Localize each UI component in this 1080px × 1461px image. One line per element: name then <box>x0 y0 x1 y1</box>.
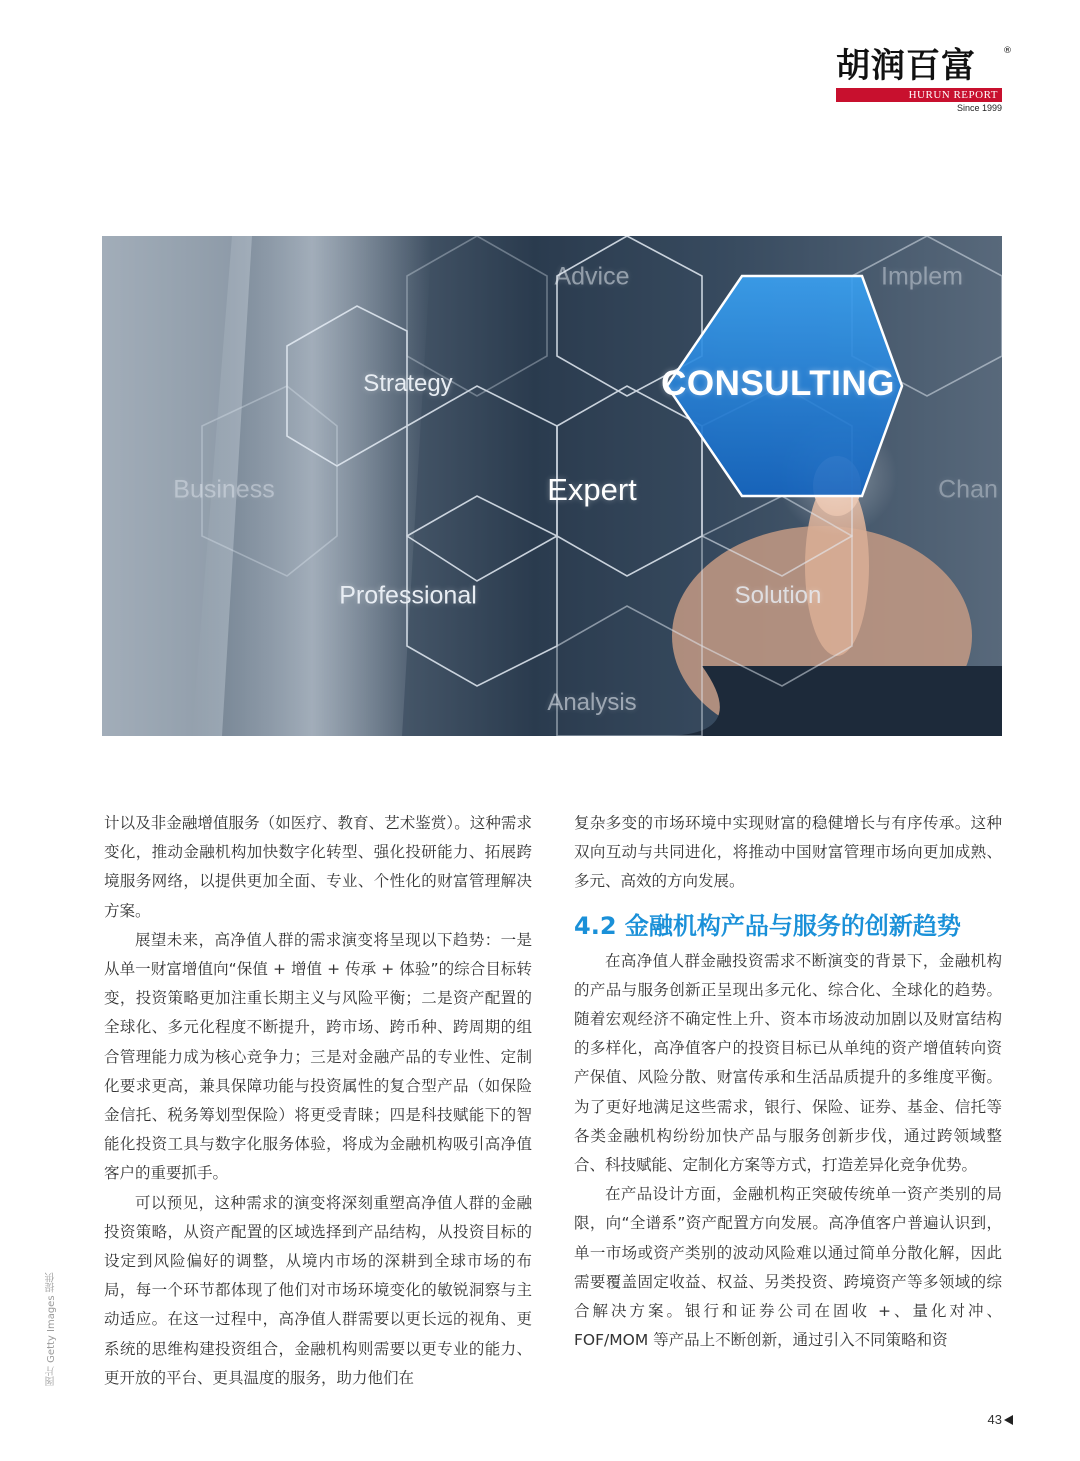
section-heading: 4.2 金融机构产品与服务的创新趋势 <box>574 911 961 940</box>
label-strategy: Strategy <box>363 370 453 397</box>
hero-consulting-image <box>102 236 1002 736</box>
label-change: Chan <box>938 475 998 504</box>
left-paragraph-1: 计以及非金融增值服务（如医疗、教育、艺术鉴赏）。这种需求变化，推动金融机构加快数字化转型、强化投研能力、拓展跨境服务网络，以提供更加全面、专业、个性化的财富管理解决方案。 <box>104 814 532 920</box>
hurun-logo <box>836 46 1012 118</box>
page-arrow-icon <box>1004 1415 1013 1425</box>
logo-chinese-text: 胡润百富 <box>836 46 976 86</box>
label-implementation: Implem <box>881 262 963 291</box>
label-solution: Solution <box>734 582 822 609</box>
label-analysis: Analysis <box>547 689 637 716</box>
label-consulting: CONSULTING <box>661 364 895 403</box>
left-paragraph-2: 展望未来，高净值人群的需求演变将呈现以下趋势：一是从单一财富增值向“保值 + 增值 + 传承 + 体验”的综合目标转变，投资策略更加注重长期主义与风险平衡；二是资产配置的全球化、多元化程度不断提升，跨市场、跨币种、跨周期的组合管理能力成为核心竞争力；三是对金融产品的专业性、定制化要求更高，兼具保障功能与投资属性的复合型产品（如保险金信托、税务筹划型保险）将更受青睐；四是科技赋能下的智能化投资工具与数字化服务体验，将成为金融机构吸引高净值客户的重要抓手。 <box>104 930 532 1183</box>
left-text-column <box>104 809 532 1393</box>
right-paragraph-3: 在产品设计方面，金融机构正突破传统单一资产类别的局限，向“全谱系”资产配置方向发展。高净值客户普遍认识到，单一市场或资产类别的波动风险难以通过简单分散化解，因此需要覆盖固定收益、权益、另类投资、跨境资产等多领域的综合解决方案。银行和证券公司在固收 +、量化对冲、FOF/MOM 等产品上不断创新，通过引入不同策略和资 <box>574 1185 1002 1350</box>
label-expert: Expert <box>547 472 637 507</box>
photo-credit: 图片 Getty Images 提供 <box>46 1272 57 1386</box>
logo-english-bar: HURUN REPORT <box>836 88 1002 102</box>
right-paragraph-1: 复杂多变的市场环境中实现财富的稳健增长与有序传承。这种双向互动与共同进化，将推动中国财富管理市场向更加成熟、多元、高效的方向发展。 <box>574 814 1002 891</box>
label-professional: Professional <box>339 581 477 610</box>
left-paragraph-3: 可以预见，这种需求的演变将深刻重塑高净值人群的金融投资策略，从资产配置的区域选择到产品结构，从投资目标的设定到风险偏好的调整，从境内市场的深耕到全球市场的布局，每一个环节都体现了他们对市场环境变化的敏锐洞察与主动适应。在这一过程中，高净值人群需要以更长远的视角、更系统的思维构建投资组合，金融机构则需要以更专业的能力、更开放的平台、更具温度的服务，助力他们在 <box>104 1193 532 1387</box>
logo-since-text: Since 1999 <box>956 103 1002 113</box>
page-number: 43 <box>987 1412 1002 1427</box>
registered-mark: ® <box>1003 46 1012 56</box>
right-text-column <box>574 809 1002 1355</box>
right-paragraph-2: 在高净值人群金融投资需求不断演变的背景下，金融机构的产品与服务创新正呈现出多元化、综合化、全球化的趋势。随着宏观经济不确定性上升、资本市场波动加剧以及财富结构的多样化，高净值客户的投资目标已从单纯的资产增值转向资产保值、风险分散、财富传承和生活品质提升的多维度平衡。为了更好地满足这些需求，银行、保险、证券、基金、信托等各类金融机构纷纷加快产品与服务创新步伐，通过跨领域整合、科技赋能、定制化方案等方式，打造差异化竞争优势。 <box>574 951 1002 1175</box>
label-advice: Advice <box>554 262 630 291</box>
label-business: Business <box>173 475 275 504</box>
